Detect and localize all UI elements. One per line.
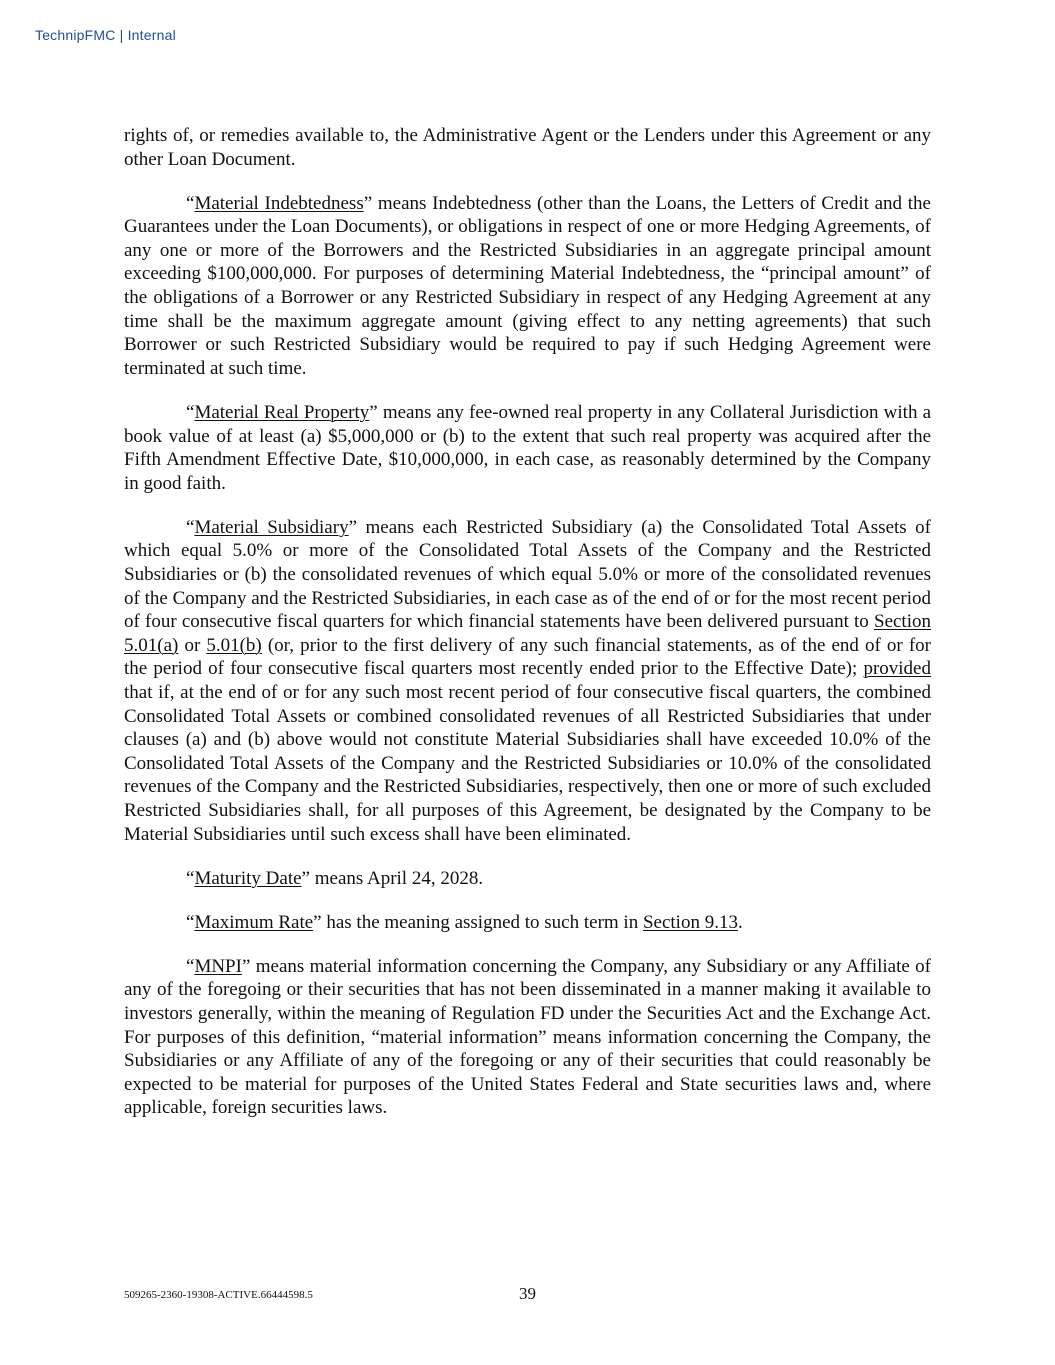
open-quote: “ bbox=[186, 955, 195, 977]
definition-text: (or, prior to the first delivery of any such financial statements, as of the end of or for the period of four consecutive fiscal quarters most recently ended prior to the Effective Date); bbox=[124, 634, 931, 680]
definition-maturity-date bbox=[124, 867, 931, 891]
document-body bbox=[124, 124, 931, 1140]
definition-material-subsidiary bbox=[124, 516, 931, 846]
definition-mnpi bbox=[124, 955, 931, 1120]
definition-text: ” means material information concerning the Company, any Subsidiary or any Affiliate of any of the foregoing or their securities that has not been disseminated in a manner making it available to investors generally, within the meaning of Regulation FD under the Securities Act and the Exchange Act. For purposes of this definition, “material information” means information concerning the Company, the Subsidiaries or any Affiliate of any of the foregoing or any of their securities that could reasonably be expected to be material for purposes of the United States Federal and State securities laws and, where applicable, foreign securities laws. bbox=[124, 955, 931, 1119]
defined-term: Material Subsidiary bbox=[194, 516, 349, 538]
classification-label: TechnipFMC | Internal bbox=[35, 27, 176, 43]
definition-text: or bbox=[178, 634, 207, 656]
defined-term: Material Indebtedness bbox=[194, 192, 364, 214]
section-reference: Section 5.01(a) bbox=[124, 611, 931, 656]
definition-text: ” means any fee-owned real property in any Collateral Jurisdiction with a book value of at least (a) $5,000,000 or (b) to the extent that such real property was acquired after the Fifth Amendment Effective Date, $10,000,000, in each case, as reasonably determined by the Company in good faith. bbox=[124, 401, 931, 494]
page-number: 39 bbox=[519, 1284, 536, 1303]
definition-material-real-property bbox=[124, 401, 931, 495]
definition-text: . bbox=[737, 911, 743, 933]
paragraph-continuation bbox=[124, 124, 931, 171]
section-reference: 5.01(b) bbox=[206, 634, 262, 656]
open-quote: “ bbox=[186, 401, 195, 423]
section-reference: Section 9.13 bbox=[642, 911, 738, 933]
defined-term: Maximum Rate bbox=[194, 911, 314, 933]
definition-text: ” has the meaning assigned to such term in bbox=[313, 911, 643, 933]
definition-maximum-rate bbox=[124, 911, 931, 935]
open-quote: “ bbox=[186, 192, 195, 214]
paragraph-text: rights of, or remedies available to, the Administrative Agent or the Lenders under this Agreement or any other Loan Document. bbox=[124, 125, 931, 170]
document-id: 509265-2360-19308-ACTIVE.66444598.5 bbox=[124, 1289, 313, 1301]
defined-term: Maturity Date bbox=[194, 867, 302, 889]
open-quote: “ bbox=[186, 867, 195, 889]
defined-term: Material Real Property bbox=[194, 401, 370, 423]
definition-material-indebtedness bbox=[124, 192, 931, 381]
definition-text: that if, at the end of or for any such most recent period of four consecutive fiscal quarters, the combined Consolidated Total Assets or combined consolidated revenues of all Restricted Subsidiaries that under clauses (a) and (b) above would not constitute Material Subsidiaries shall have exceeded 10.0% of the Consolidated Total Assets of the Company and the Restricted Subsidiaries or 10.0% of the consolidated revenues of the Company and the Restricted Subsidiaries, respectively, then one or more of such excluded Restricted Subsidiaries shall, for all purposes of this Agreement, be designated by the Company to be Material Subsidiaries until such excess shall have been eliminated. bbox=[124, 681, 931, 845]
definition-text: ” means April 24, 2028. bbox=[301, 867, 484, 889]
definition-text: ” means Indebtedness (other than the Loans, the Letters of Credit and the Guarantees under the Loan Documents), or obligations in respect of one or more Hedging Agreements, of any one or more of the Borrowers and the Restricted Subsidiaries in an aggregate principal amount exceeding $100,000,000. For purposes of determining Material Indebtedness, the “principal amount” of the obligations of a Borrower or any Restricted Subsidiary in respect of any Hedging Agreement at any time shall be the maximum aggregate amount (giving effect to any netting agreements) that such Borrower or such Restricted Subsidiary would be required to pay if such Hedging Agreement were terminated at such time. bbox=[124, 192, 931, 379]
open-quote: “ bbox=[186, 911, 195, 933]
proviso-term: provided bbox=[863, 658, 931, 680]
open-quote: “ bbox=[186, 516, 195, 538]
definition-text: ” means each Restricted Subsidiary (a) the Consolidated Total Assets of which equal 5.0% or more of the Consolidated Total Assets of the Company and the Restricted Subsidiaries or (b) the consolidated revenues of which equal 5.0% or more of the consolidated revenues of the Company and the Restricted Subsidiaries, in each case as of the end of or for the most recent period of four consecutive fiscal quarters for which financial statements have been delivered pursuant to bbox=[124, 516, 931, 633]
defined-term: MNPI bbox=[194, 955, 242, 977]
